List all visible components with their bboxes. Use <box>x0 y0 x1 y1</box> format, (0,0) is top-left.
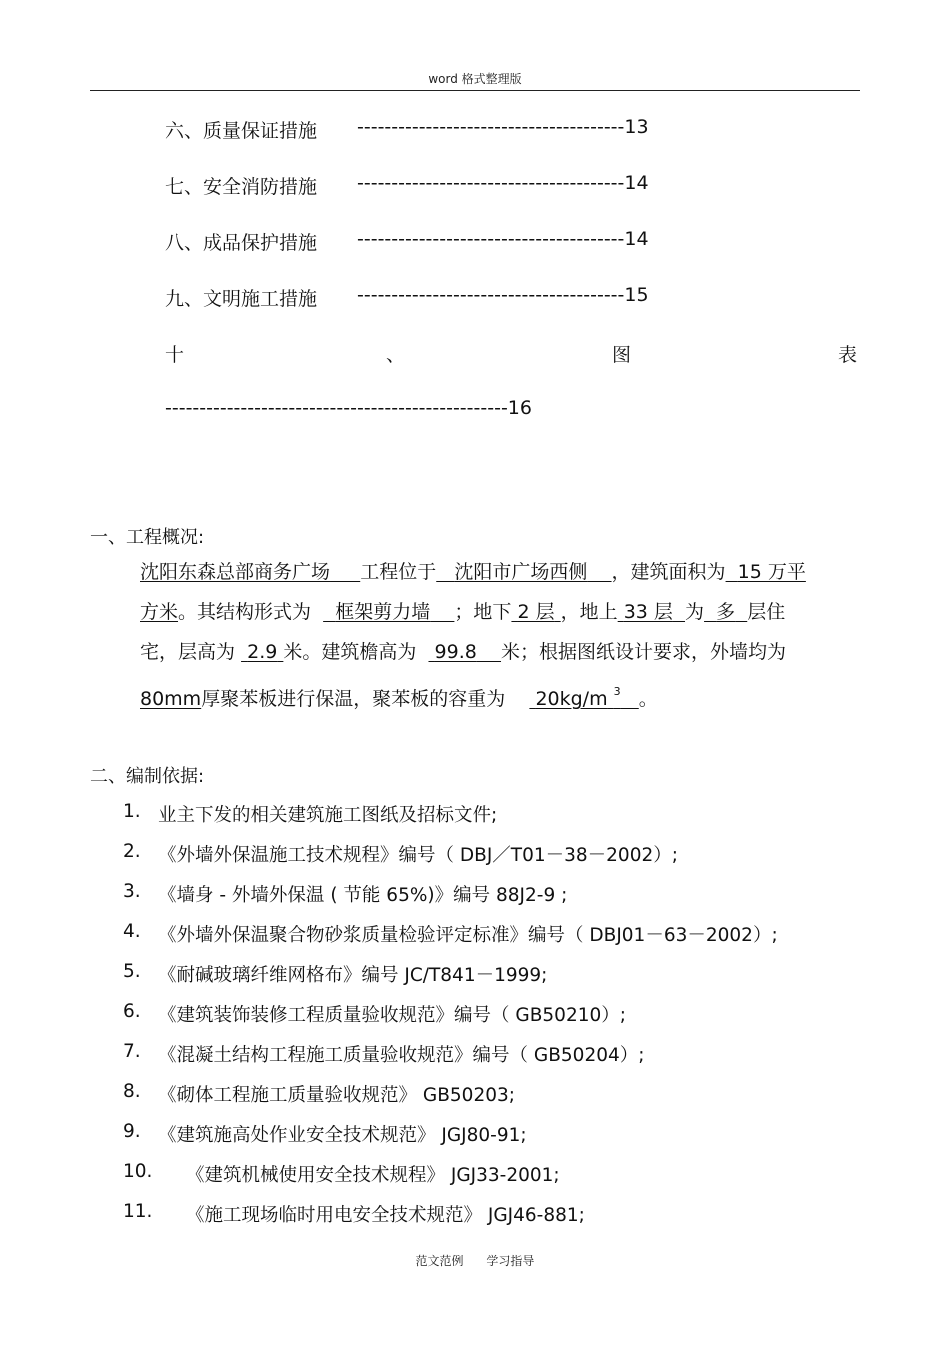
section-heading-basis: 二、编制依据: <box>90 766 205 787</box>
toc-10-char-4: 表 <box>838 344 858 366</box>
above-ground-floors: 33 层 <box>623 601 673 623</box>
section-heading-overview: 一、工程概况: <box>90 527 205 548</box>
reference-number: 1. <box>123 801 141 822</box>
reference-number: 3. <box>123 881 141 902</box>
toc-label: 七、安全消防措施 <box>165 176 318 198</box>
toc-label: 八、成品保护措施 <box>165 232 318 254</box>
text-area-intro: ，建筑面积为 <box>611 561 726 583</box>
reference-text: 《外墙外保温施工技术规程》编号（ DBJ／T01－38－2002）; <box>158 845 678 866</box>
toc-leader: ---------------------------------------13 <box>357 116 649 138</box>
building-area: 15 万平 <box>737 561 806 583</box>
page-footer: 范文范例 学习指导 <box>415 1254 535 1268</box>
toc-10-char-1: 十 <box>165 344 185 366</box>
overview-line-1 <box>140 552 860 592</box>
toc-leader: ---------------------------------------15 <box>357 284 649 306</box>
text-structure-intro: 。其结构形式为 <box>178 601 312 623</box>
reference-text: 《建筑机械使用安全技术规程》 JGJ33-2001; <box>186 1165 560 1186</box>
text-density: 厚聚苯板进行保温，聚苯板的容重为 <box>201 688 506 710</box>
reference-text: 《施工现场临时用电安全技术规范》 JGJ46-881; <box>186 1205 585 1226</box>
text-use: 为 <box>685 601 705 623</box>
text-basement: ；地下 <box>454 601 512 623</box>
reference-text: 《耐碱玻璃纤维网格布》编号 JC/T841－1999; <box>158 965 548 986</box>
reference-number: 10. <box>123 1161 153 1182</box>
structure-type: 框架剪力墙 <box>335 601 431 623</box>
reference-number: 4. <box>123 921 141 942</box>
text-wall-requirement: 米；根据图纸设计要求，外墙均为 <box>501 641 787 663</box>
reference-text: 《建筑装饰装修工程质量验收规范》编号（ GB50210）; <box>158 1005 626 1026</box>
reference-text: 《外墙外保温聚合物砂浆质量检验评定标准》编号（ DBJ01－63－2002）; <box>158 925 778 946</box>
reference-text: 《混凝土结构工程施工质量验收规范》编号（ GB50204）; <box>158 1045 645 1066</box>
text-period: 。 <box>638 688 658 710</box>
overview-line-4 <box>140 672 860 712</box>
toc-10-char-2: 、 <box>386 344 406 366</box>
eave-height: 99.8 <box>434 641 477 663</box>
toc-label: 六、质量保证措施 <box>165 120 318 142</box>
text-eave: 米。建筑檐高为 <box>283 641 417 663</box>
building-use: 多 <box>716 601 736 623</box>
density-superscript: 3 <box>613 685 621 698</box>
reference-number: 7. <box>123 1041 141 1062</box>
page-header: word 格式整理版 <box>428 72 522 86</box>
text-residence: 层住 <box>747 601 786 623</box>
insulation-thickness: 80mm <box>140 688 202 710</box>
overview-paragraph <box>140 552 860 712</box>
toc-entry-8[interactable] <box>165 228 649 255</box>
text-floor-height: 宅，层高为 <box>140 641 236 663</box>
reference-text: 业主下发的相关建筑施工图纸及招标文件; <box>158 805 498 826</box>
project-location: 沈阳市广场西侧 <box>454 561 588 583</box>
reference-number: 2. <box>123 841 141 862</box>
toc-entry-9[interactable] <box>165 284 649 311</box>
toc-leader: ---------------------------------------14 <box>357 172 649 194</box>
reference-text: 《砌体工程施工质量验收规范》 GB50203; <box>158 1085 515 1106</box>
overview-line-2 <box>140 592 860 632</box>
overview-line-3 <box>140 632 860 672</box>
basement-floors: 2 层 <box>517 601 555 623</box>
text-above: ，地上 <box>560 601 618 623</box>
header-rule <box>90 90 860 91</box>
project-name: 沈阳东森总部商务广场 <box>140 561 331 583</box>
toc-10-char-3: 图 <box>612 344 632 366</box>
toc-entry-6[interactable] <box>165 116 649 143</box>
text-location-intro: 工程位于 <box>360 561 437 583</box>
reference-number: 8. <box>123 1081 141 1102</box>
reference-number: 5. <box>123 961 141 982</box>
reference-text: 《建筑施高处作业安全技术规范》 JGJ80-91; <box>158 1125 527 1146</box>
reference-number: 6. <box>123 1001 141 1022</box>
toc-entry-10-leader[interactable]: --------------------------------------------------16 <box>165 397 532 419</box>
reference-number: 9. <box>123 1121 141 1142</box>
toc-label: 九、文明施工措施 <box>165 288 318 310</box>
floor-height: 2.9 <box>247 641 278 663</box>
toc-entry-7[interactable] <box>165 172 649 199</box>
toc-leader: ---------------------------------------14 <box>357 228 649 250</box>
insulation-density: 20kg/m <box>535 688 608 710</box>
building-area-unit: 方米 <box>140 601 179 623</box>
reference-number: 11. <box>123 1201 153 1222</box>
reference-text: 《墙身 - 外墙外保温 ( 节能 65%)》编号 88J2-9 ; <box>158 885 568 906</box>
